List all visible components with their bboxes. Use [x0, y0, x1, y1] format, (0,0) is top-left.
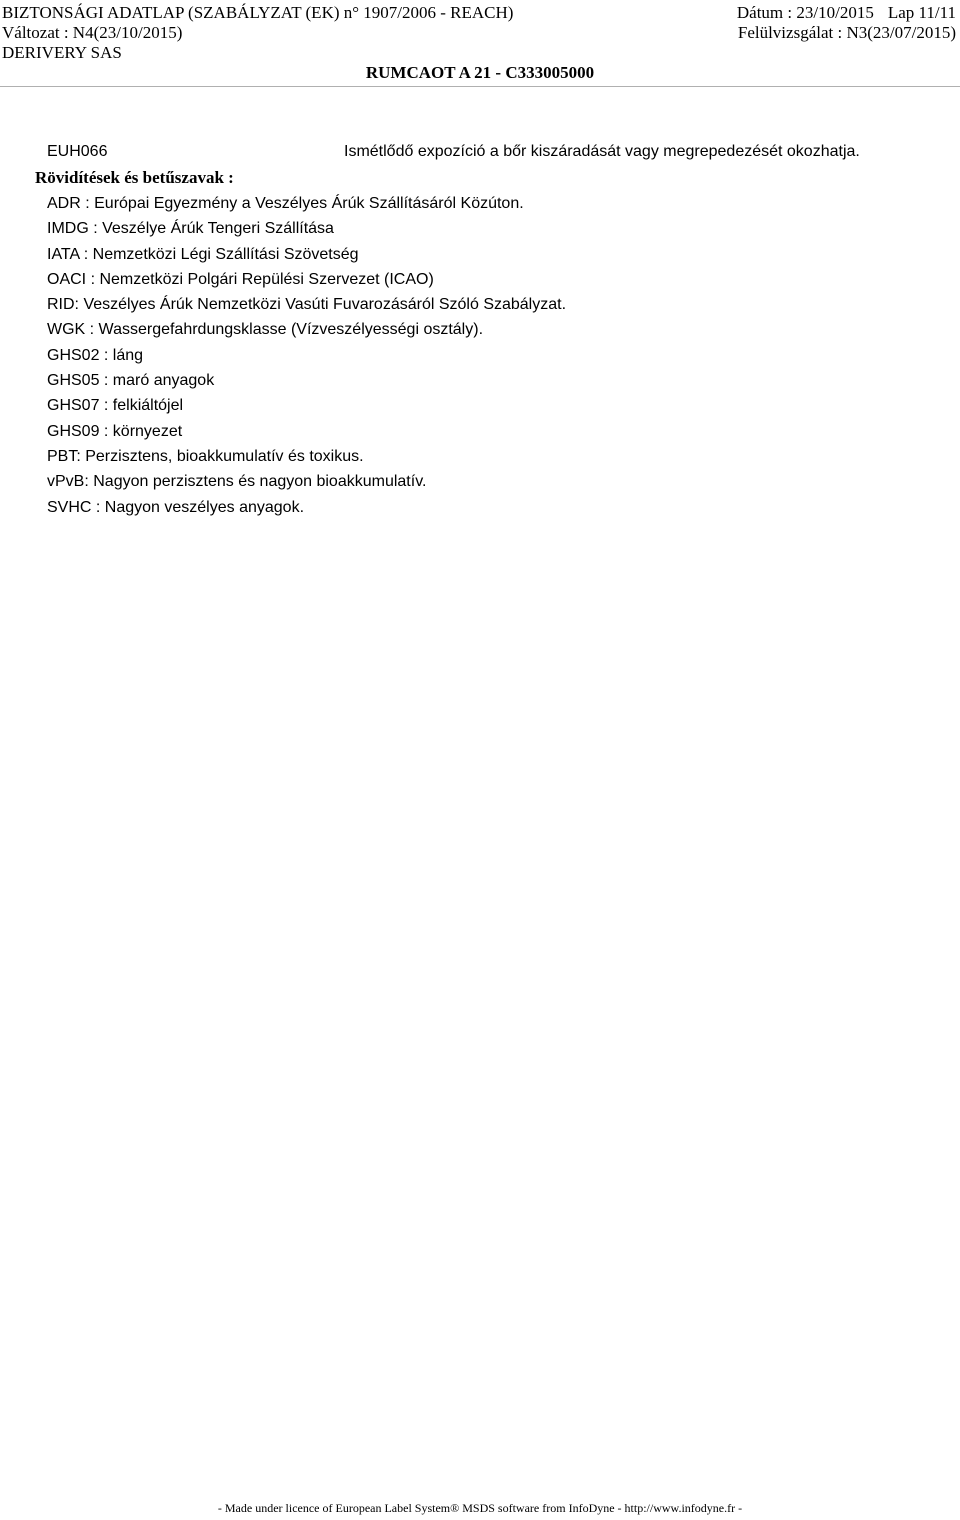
list-item: GHS09 : környezet [47, 422, 183, 440]
list-item: PBT: Perzisztens, bioakkumulatív és toxikus. [47, 447, 364, 465]
document-revision: Felülvizsgálat : N3(23/07/2015) [737, 23, 956, 42]
list-item: vPvB: Nagyon perzisztens és nagyon bioakkumulatív. [47, 473, 427, 491]
list-item: GHS02 : láng [47, 346, 144, 364]
license-footer: - Made under licence of European Label System® MSDS software from InfoDyne - http://www.infodyne.fr - [217, 1501, 743, 1515]
hazard-code: EUH066 [47, 143, 108, 160]
list-item: ADR : Európai Egyezmény a Veszélyes Árúk Szállításáról Közúton. [47, 195, 524, 212]
document-date: Dátum : 23/10/2015 [736, 3, 874, 22]
list-item: OACI : Nemzetközi Polgári Repülési Szervezet (ICAO) [47, 270, 434, 288]
date-and-page [737, 3, 956, 23]
list-item: IMDG : Veszélye Árúk Tengeri Szállítása [47, 220, 334, 238]
product-name: RUMCAOT A 21 - C333005000 [365, 63, 595, 82]
header-divider [0, 86, 960, 87]
company-name: DERIVERY SAS [2, 43, 122, 62]
list-item: GHS07 : felkiáltójel [47, 397, 184, 415]
list-item: IATA : Nemzetközi Légi Szállítási Szövetség [47, 245, 359, 263]
abbreviations-heading: Rövidítések és betűszavak : [35, 168, 234, 187]
abbreviations-list [47, 193, 566, 522]
page-number: Lap 11/11 [887, 3, 956, 22]
list-item: WGK : Wassergefahrdungsklasse (Vízveszélyességi osztály). [47, 321, 484, 339]
list-item: SVHC : Nagyon veszélyes anyagok. [47, 498, 305, 516]
document-version: Változat : N4(23/10/2015) [2, 23, 183, 42]
document-title: BIZTONSÁGI ADATLAP (SZABÁLYZAT (EK) n° 1907/2006 - REACH) [2, 3, 514, 22]
list-item: GHS05 : maró anyagok [47, 372, 215, 390]
list-item: RID: Veszélyes Árúk Nemzetközi Vasúti Fuvarozásáról Szóló Szabályzat. [47, 296, 567, 314]
hazard-text: Ismétlődő expozíció a bőr kiszáradását vagy megrepedezését okozhatja. [344, 143, 860, 160]
